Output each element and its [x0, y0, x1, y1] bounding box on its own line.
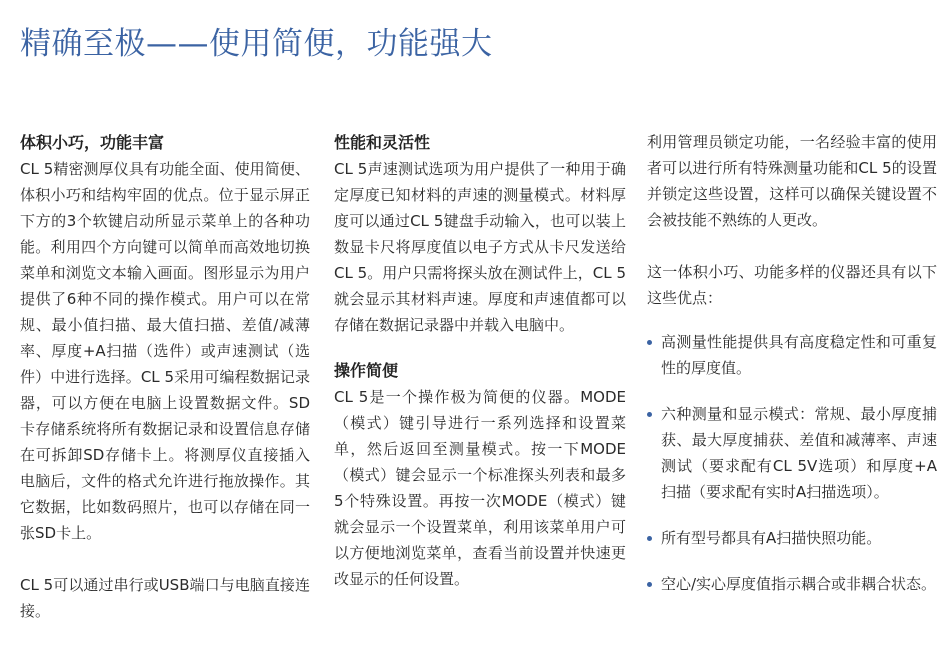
bullet-icon [647, 340, 652, 345]
column-performance-usability [334, 130, 626, 592]
list-item [647, 329, 937, 381]
page-title: 精确至极——使用简便，功能强大 [20, 26, 493, 62]
bullet-icon [647, 582, 652, 587]
list-item [647, 571, 937, 597]
bullet-icon [647, 536, 652, 541]
paragraph-velocity-option: CL 5声速测试选项为用户提供了一种用于确定厚度已知材料的声速的测量模式。材料厚度可以通过CL 5键盘手动输入，也可以装上数显卡尺将厚度值以电子方式从卡尺发送给CL 5。用户只需将探头放在测试件上，CL 5就会显示其材料声速。厚度和声速值都可以存储在数据记录器中并载入电脑中。 [334, 160, 626, 334]
list-item [647, 525, 937, 551]
paragraph-connectivity: CL 5可以通过串行或USB端口与电脑直接连接。 [20, 576, 310, 620]
spacer [334, 338, 626, 358]
section-heading-easy-operation: 操作简便 [334, 361, 399, 380]
column-advantages [647, 129, 937, 617]
section-heading-compact-features: 体积小巧，功能丰富 [20, 133, 165, 152]
list-item-text: 空心/实心厚度值指示耦合或非耦合状态。 [661, 575, 937, 593]
list-item-text: 所有型号都具有A扫描快照功能。 [661, 529, 882, 547]
advantages-list [647, 329, 937, 597]
spacer [647, 311, 937, 329]
paragraph-advantages-intro: 这一体积小巧、功能多样的仪器还具有以下这些优点： [647, 263, 937, 307]
list-item [647, 401, 937, 505]
column-body-size-features [20, 130, 310, 624]
paragraph-features: CL 5精密测厚仪具有功能全面、使用简便、体积小巧和结构牢固的优点。位于显示屏正下方的3个软键启动所显示菜单上的各种功能。利用四个方向键可以简单而高效地切换菜单和浏览文本输入画面。图形显示为用户提供了6种不同的操作模式。用户可以在常规、最小值扫描、最大值扫描、差值/减薄率、厚度+A扫描（选件）或声速测试（选件）中进行选择。CL 5采用可编程数据记录器，可以方便在电脑上设置数据文件。SD卡存储系统将所有数据记录和设置信息存储在可拆卸SD存储卡上。将测厚仪直接插入电脑后，文件的格式允许进行拖放操作。其它数据，比如数码照片，也可以存储在同一张SD卡上。 [20, 160, 310, 542]
bullet-icon [647, 412, 652, 417]
paragraph-admin-lock: 利用管理员锁定功能，一名经验丰富的使用者可以进行所有特殊测量功能和CL 5的设置并锁定这些设置，这样可以确保关键设置不会被技能不熟练的人更改。 [647, 133, 937, 229]
section-heading-performance: 性能和灵活性 [334, 133, 431, 152]
paragraph-mode-key: CL 5是一个操作极为简便的仪器。MODE（模式）键引导进行一系列选择和设置菜单，然后返回至测量模式。按一下MODE（模式）键会显示一个标准探头列表和最多5个特殊设置。再按一次MODE（模式）键就会显示一个设置菜单，利用该菜单用户可以方便地浏览菜单，查看当前设置并快速更改显示的任何设置。 [334, 388, 626, 588]
list-item-text: 高测量性能提供具有高度稳定性和可重复性的厚度值。 [661, 333, 937, 377]
list-item-text: 六种测量和显示模式：常规、最小厚度捕获、最大厚度捕获、差值和减薄率、声速测试（要求配有CL 5V选项）和厚度+A扫描（要求配有实时A扫描选项）。 [661, 405, 937, 501]
spacer [647, 233, 937, 259]
spacer [20, 546, 310, 572]
